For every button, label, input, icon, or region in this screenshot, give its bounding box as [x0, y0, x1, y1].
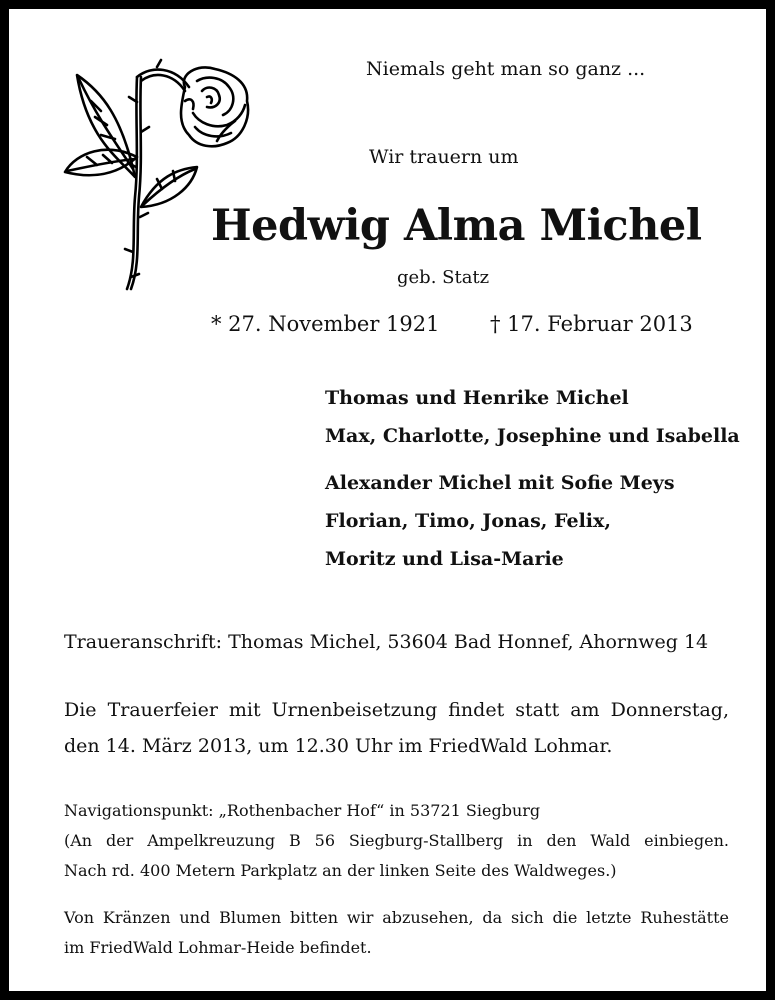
- death-date: † 17. Februar 2013: [490, 312, 693, 336]
- maiden-name: geb. Statz: [397, 267, 490, 288]
- family-list: [325, 379, 740, 587]
- family-line: Moritz und Lisa-Marie: [325, 548, 564, 570]
- navigation-info: [64, 796, 729, 886]
- family-line: Max, Charlotte, Josephine und Isabella: [325, 425, 740, 447]
- ceremony-info: [64, 692, 729, 764]
- family-line: Thomas und Henrike Michel: [325, 387, 629, 409]
- family-line: Alexander Michel mit Sofie Meys: [325, 472, 675, 494]
- ceremony-line: Die Trauerfeier mit Urnenbeisetzung findet statt am Donnerstag,: [64, 699, 729, 721]
- navigation-line: Navigationspunkt: „Rothenbacher Hof“ in 53721 Siegburg: [64, 801, 541, 820]
- birth-date: * 27. November 1921: [211, 312, 440, 336]
- intro-text: Wir trauern um: [369, 146, 519, 168]
- flowers-line: Von Kränzen und Blumen bitten wir abzusehen, da sich die letzte Ruhestätte: [64, 908, 729, 927]
- flowers-note: [64, 903, 729, 963]
- family-group: [325, 464, 740, 578]
- family-line: Florian, Timo, Jonas, Felix,: [325, 510, 611, 532]
- deceased-name: Hedwig Alma Michel: [211, 201, 702, 251]
- navigation-line: Nach rd. 400 Metern Parkplatz an der linken Seite des Waldweges.): [64, 861, 617, 880]
- flowers-line: im FriedWald Lohmar-Heide befindet.: [64, 938, 372, 957]
- mourning-address: Traueranschrift: Thomas Michel, 53604 Bad Honnef, Ahornweg 14: [64, 631, 709, 653]
- ceremony-line: den 14. März 2013, um 12.30 Uhr im FriedWald Lohmar.: [64, 735, 613, 757]
- navigation-line: (An der Ampelkreuzung B 56 Siegburg-Stallberg in den Wald einbiegen.: [64, 831, 729, 850]
- rose-icon: [57, 57, 257, 297]
- family-group: [325, 379, 740, 455]
- motto: Niemals geht man so ganz ...: [366, 58, 646, 80]
